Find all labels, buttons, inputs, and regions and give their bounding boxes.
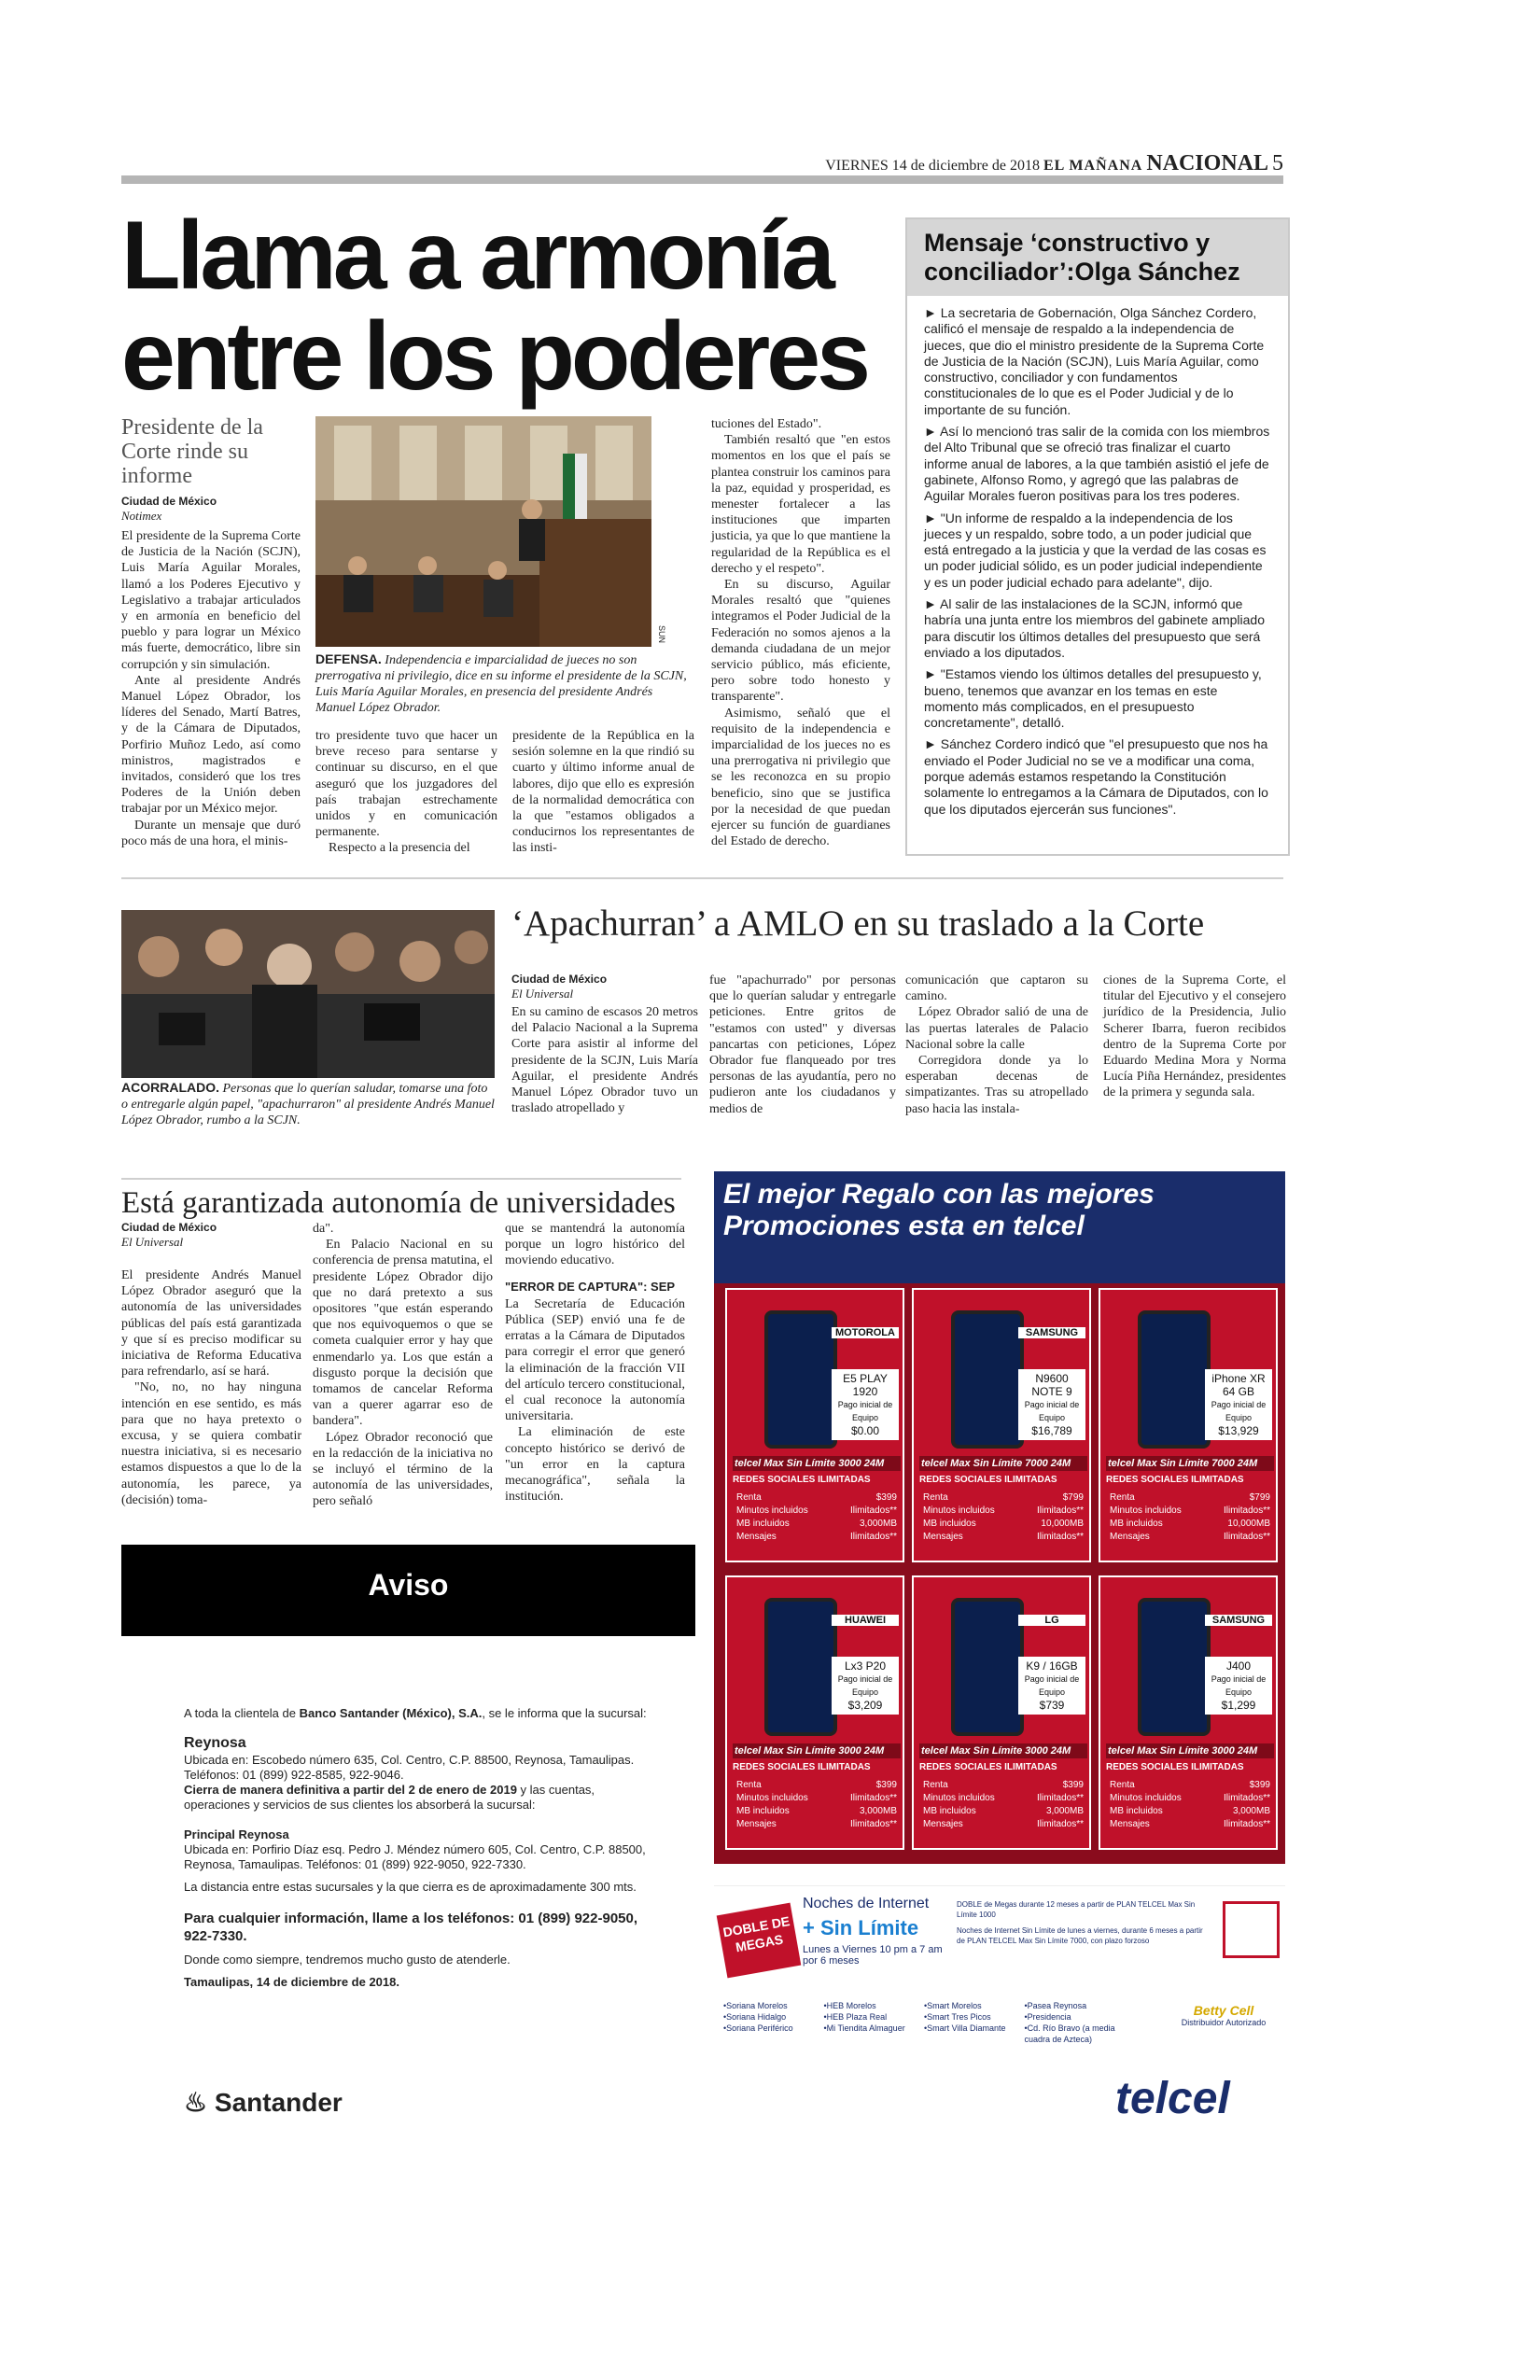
store-item: •Smart Morelos [924,2001,982,2010]
article3-col2 [313,1221,493,1510]
article2-col3 [905,973,1088,1117]
byline-location: Ciudad de México [121,495,217,508]
social-label: REDES SOCIALES ILIMITADAS [733,1762,871,1772]
paragraph: tuciones del Estado". [711,417,822,431]
plan-name: telcel Max Sin Límite 3000 24M [733,1456,901,1471]
social-label: REDES SOCIALES ILIMITADAS [1106,1762,1244,1772]
ad2-badge: DOBLE DE MEGAS [717,1903,802,1979]
header-rule [121,175,1283,184]
phone-brand: MOTOROLA [832,1327,899,1338]
row-renta: Renta $399 [736,1492,897,1503]
sidebar-item: ► Sánchez Cordero indicó que "el presupuesto que nos ha enviado el Poder Judicial no se ve a modificar una coma, porque además estamos respetando la Constitución solamente lo entregamos a la Cámara de Diputados, con lo que los diputados ejercerán sus funciones". [924,736,1268,817]
store-item: •Smart Villa Diamante [924,2023,1006,2033]
paragraph: López Obrador reconoció que en la redacción de la iniciativa no se incluyó el término de la autonomía de las universidades, pero señaló [313,1430,493,1509]
byline-location: Ciudad de México [121,1221,217,1234]
article2-photo [121,910,495,1078]
phone-model: E5 PLAY 1920 Pago inicial de Equipo $0.00 [832,1369,899,1440]
sidebar-item: ► La secretaria de Gobernación, Olga Sánchez Cordero, calificó el mensaje de respaldo a la independencia de jueces, que dio el ministro presidente de la Suprema Corte de Justicia de la Nación (SCJN), Luis María Aguilar, como constructivo, conciliador y con fundamentos constitucionales de lo que es el Poder Judicial y de lo importante de su función. [924,305,1265,417]
phone-model: Lx3 P20 Pago inicial de Equipo $3,209 [832,1657,899,1715]
article1-col2 [315,728,497,857]
ad2-promo: DOBLE de Megas durante 12 meses a partir de PLAN TELCEL Max Sin Límite 1000 Noches de Internet Sin Límite de lunes a viernes, durante 6 meses a partir de PLAN TELCEL Max Sin Límite 7000, con plazo forzoso [957,1900,1203,1945]
paragraph: López Obrador salió de una de las puertas laterales de Palacio Nacional sobre la calle [905,1005,1088,1052]
article2-col4 [1103,973,1286,1101]
paragraph: presidente de la República en la sesión solemne en la que rindió su cuarto y último informe anual de labores, dijo que ello es expresión de la normalidad democrática con la que "estamos obligados a conducirnos los representantes de las insti- [512,729,694,856]
page-number: 5 [1272,151,1283,175]
phone-model: K9 / 16GB Pago inicial de Equipo $739 [1018,1657,1085,1715]
article2-col2 [709,973,896,1117]
headline-line-1: Llama a armonía [121,202,832,310]
santander-logo: ♨ Santander [184,2088,343,2117]
aviso-title: Aviso [368,1568,449,1602]
distributor: Betty Cell Distribuidor Autorizado [1181,2003,1267,2027]
store-item: •HEB Plaza Real [823,2012,888,2022]
article3-headline: Está garantizada autonomía de universidades [121,1178,681,1221]
photo-caption [121,1080,495,1128]
court-session-photo [315,416,651,647]
branch2-address: Ubicada en: Porfirio Díaz esq. Pedro J. Méndez número 605, Col. Centro, C.P. 88500, Reynosa, Tamaulipas. Teléfonos: 01 (899) 922-9050, 922-7330. [184,1842,646,1871]
phone-offer-card [912,1288,1091,1562]
phone-brand: SAMSUNG [1018,1327,1085,1338]
phone-offer-card [1099,1288,1278,1562]
row-mensajes: Mensajes Ilimitados** [923,1532,1084,1542]
sidebar-box [905,217,1290,856]
plan-name: telcel Max Sin Límite 3000 24M [733,1743,901,1758]
plan-name: telcel Max Sin Límite 7000 24M [1106,1456,1274,1471]
store-item: •Mi Tiendita Almaguer [823,2023,905,2033]
aviso-closing: Donde como siempre, tendremos mucho gusto de atenderle. [184,1953,511,1967]
ad2-stores [723,2000,1125,2045]
byline-agency: El Universal [121,1235,184,1249]
byline-agency: Notimex [121,509,162,523]
paragraph: En su camino de escasos 20 metros del Palacio Nacional a la Suprema Corte para asistir al informe del presidente de la SCJN, Luis María Aguilar, el presidente Andrés Manuel López Obrador tuvo un traslado atropellado y [511,1005,698,1116]
row-mensajes: Mensajes Ilimitados** [736,1819,897,1829]
paragraph: También resaltó que "en estos momentos en los que el país se plantea construir los caminos para la paz, equidad y prosperidad, es menester fortalecer a las instituciones que imparten justicia, ya que lo que mantiene la regularidad de la República es el derecho y el respeto". [711,433,890,576]
store-item: •HEB Morelos [823,2001,876,2010]
paragraph: tro presidente tuvo que hacer un breve receso para sentarse y continuar su discurso, en el que aseguró que los juzgadores del país trabajan estrechamente unidos y en comunicación permanente. [315,729,497,840]
article1-col1 [121,495,301,849]
telcel-logo: telcel [1115,2074,1230,2123]
aviso-distance: La distancia entre estas sucursales y la que cierra es de aproximadamente 300 mts. [184,1880,637,1894]
photo-caption [315,651,689,716]
store-item: •Presidencia [1024,2012,1071,2022]
section-name: NACIONAL [1146,151,1268,175]
article3-col1 [121,1221,301,1508]
plan-rows [736,1779,897,1831]
paragraph: Durante un mensaje que duró poco más de una hora, el minis- [121,818,301,848]
phone-icon [1138,1310,1211,1449]
caption-label: ACORRALADO. [121,1080,219,1095]
phone-offer-card [725,1288,904,1562]
plan-rows [736,1491,897,1544]
phone-model: N9600 NOTE 9 Pago inicial de Equipo $16,789 [1018,1369,1085,1440]
paragraph: ciones de la Suprema Corte, el titular del Ejecutivo y el consejero jurídico de la Presidencia, Julio Scherer Ibarra, fueron recibidos dentro de la Suprema Corte por Eduardo Medina Mora y Norma Lucía Piña Hernández, presidentes de la primera y segunda sala. [1103,973,1286,1100]
store-item: •Soriana Periférico [723,2023,793,2033]
phone-icon [951,1598,1024,1736]
ad2-line2: + Sin Límite [803,1916,919,1939]
ad2-line3: Lunes a Viernes 10 pm a 7 am por 6 meses [803,1944,943,1967]
row-renta: Renta $399 [1110,1780,1270,1790]
phone-brand: HUAWEI [832,1615,899,1626]
store-item: •Smart Tres Picos [924,2012,991,2022]
aviso-body [184,1706,660,1997]
sidebar-item: ► Al salir de las instalaciones de la SCJN, informó que habría una junta entre los miembros del gabinete ampliado para discutir los últimos detalles del presupuesto que será enviado a los diputados. [924,596,1266,660]
row-minutos: Minutos incluidos Ilimitados** [1110,1793,1270,1803]
row-mb: MB incluidos 10,000MB [1110,1519,1270,1529]
store-item: •Pasea Reynosa [1024,2001,1087,2010]
paragraph: da". [313,1222,334,1236]
row-mb: MB incluidos 3,000MB [1110,1806,1270,1816]
row-minutos: Minutos incluidos Ilimitados** [923,1793,1084,1803]
paragraph: La eliminación de este concepto histórico se derivó de "un error en la captura mecanográfica", señala la institución. [505,1425,685,1505]
paragraph: El presidente Andrés Manuel López Obrador aseguró que la autonomía de las universidades públicas del país está garantizada y que sí es preciso modificar su iniciativa de Reforma Educativa para refrendarlo, así se hará. [121,1268,301,1379]
plan-name: telcel Max Sin Límite 7000 24M [919,1456,1087,1471]
caption-label: DEFENSA. [315,651,382,666]
row-mb: MB incluidos 3,000MB [736,1519,897,1529]
row-minutos: Minutos incluidos Ilimitados** [1110,1505,1270,1516]
plan-rows [1110,1779,1270,1831]
social-label: REDES SOCIALES ILIMITADAS [919,1762,1057,1772]
row-renta: Renta $399 [736,1780,897,1790]
store-item: •Cd. Río Bravo (a media cuadra de Azteca) [1024,2023,1115,2044]
row-mb: MB incluidos 3,000MB [736,1806,897,1816]
article1-photo [315,416,651,647]
store-item: •Soriana Morelos [723,2001,788,2010]
phone-offer-card [1099,1575,1278,1850]
plan-rows [923,1779,1084,1831]
paragraph: comunicación que captaron su camino. [905,973,1088,1004]
headline-line-2: entre los poderes [121,302,867,411]
plan-name: telcel Max Sin Límite 3000 24M [1106,1743,1274,1758]
row-mb: MB incluidos 3,000MB [923,1806,1084,1816]
paragraph: En Palacio Nacional en su conferencia de prensa matutina, el presidente López Obrador dijo que no dará pretexto a sus opositores "que están esperando que nos equivoquemos o que se cometa cualquier error y hay que enmendarlo ya. Los que están a disgusto porque la decisión que tomamos de cancelar Reforma van a querer agarrar eso de bandera". [313,1238,493,1429]
crowd-photo [121,910,495,1078]
article2-headline: ‘Apachurran’ a AMLO en su traslado a la Corte [511,903,1205,944]
caption-text: Personas que lo querían saludar, tomarse una foto o entregarle algún papel, "apachurraron" al presidente Andrés Manuel López Obrador, rumbo a la SCJN. [121,1082,495,1127]
phone-icon [764,1310,837,1449]
branch2-name: Principal Reynosa [184,1827,289,1841]
byline-location: Ciudad de México [511,973,608,986]
plan-rows [923,1491,1084,1544]
paragraph: Asimismo, señaló que el requisito de la independencia e imparcialidad de los jueces no es una prerrogativa ni privilegio que se les reconozca en su propio beneficio, sino que se justifica por la necesidad de que puedan ejercer su función de guardianes del Estado de derecho. [711,706,890,849]
phone-model: J400 Pago inicial de Equipo $1,299 [1205,1657,1272,1715]
paragraph: Ante al presidente Andrés Manuel López Obrador, los líderes del Senado, Martí Batres, y de la Cámara de Diputados, Porfirio Muñoz Ledo, así como ministros, magistrados e invitados, consideró que los tres Poderes de la Unión deben trabajar por un México mejor. [121,673,301,817]
main-headline [121,202,896,411]
paragraph: Respecto a la presencia del [329,841,470,856]
article1-col4 [711,416,890,849]
paragraph: Corregidora donde ya lo esperaban decenas de simpatizantes. Tras su atropellado paso hacia las instala- [905,1054,1088,1116]
aviso-info: Para cualquier información, llame a los teléfonos: 01 (899) 922-9050, 922-7330. [184,1911,638,1944]
social-label: REDES SOCIALES ILIMITADAS [733,1475,871,1485]
phone-offer-card [725,1575,904,1850]
sidebar-item: ► Así lo mencionó tras salir de la comida con los miembros del Alto Tribunal que se ofreció tras finalizar el cuarto informe anual de labores, a la que también asistió el jefe de gabinete, Alfonso Romo, y agregó que las palabras de Aguilar Morales fueron positivas para los tres poderes. [924,424,1270,504]
paragraph: fue "apachurrado" por personas que lo querían saludar y entregarle peticiones. Entre gritos de "estamos con usted" y diversas pancartas con peticiones, López Obrador fue flanqueado por tres personas de las ayudantía, pero no pudieron ante los ciudadanos y medios de [709,973,896,1116]
plan-name: telcel Max Sin Límite 3000 24M [919,1743,1087,1758]
subdeck: Presidente de la Corte rinde su informe [121,415,263,488]
store-item: •Soriana Hidalgo [723,2012,787,2022]
gift-icon [1223,1901,1280,1958]
row-minutos: Minutos incluidos Ilimitados** [736,1505,897,1516]
aviso-notch [266,1636,695,1662]
row-mensajes: Mensajes Ilimitados** [923,1819,1084,1829]
row-mensajes: Mensajes Ilimitados** [1110,1819,1270,1829]
social-label: REDES SOCIALES ILIMITADAS [919,1475,1057,1485]
photo-credit: SUN [657,625,666,644]
byline-agency: El Universal [511,987,574,1001]
phone-icon [951,1310,1024,1449]
row-mensajes: Mensajes Ilimitados** [1110,1532,1270,1542]
phone-brand: LG [1018,1615,1085,1626]
paragraph: que se mantendrá la autonomía porque un logro histórico del moviendo educativo. [505,1222,685,1268]
row-minutos: Minutos incluidos Ilimitados** [736,1793,897,1803]
branch1-name: Reynosa [184,1735,246,1751]
social-label: REDES SOCIALES ILIMITADAS [1106,1475,1244,1485]
paragraph: La Secretaría de Educación Pública (SEP) envió una fe de erratas a la Cámara de Diputados para corregir el error que generó la eliminación de la fracción VII del artículo tercero constitucional, el cual reconoce la autonomía universitaria. [505,1296,685,1424]
plan-rows [1110,1491,1270,1544]
aviso-intro: A toda la clientela de Banco Santander (México), S.A., se le informa que la sucursal: [184,1706,647,1720]
sidebar-item: ► "Un informe de respaldo a la independencia de los jueces y un respaldo, sobre todo, a un poder judicial que está entregado a la justicia y que la verdad de las cosas es un poder judicial sólido, es un poder judicial independiente y es un poder judicial echado para adelante", dijo. [924,510,1267,590]
paragraph: En su discurso, Aguilar Morales resaltó que "quienes integramos el Poder Judicial de la Federación no somos ajenos a la demanda ciudadana de un mejor servicio público, más eficiente, pero sobre todo honesto y transparente". [711,578,890,705]
sidebar-body [907,296,1288,833]
paragraph: "No, no, no hay ninguna intención en ese sentido, es más para que no haya pretexto o excusa, y se quiera combatir nuestra iniciativa, si es necesario estamos dispuestos a que lo de la autonomía, les parece, ya (decisión) toma- [121,1380,301,1507]
sidebar-title: Mensaje ‘constructivo y conciliador’:Olga Sánchez [907,219,1288,296]
page-header [121,151,1283,175]
article1-col3 [512,728,694,857]
newspaper-name: EL MAÑANA [1043,158,1143,174]
row-renta: Renta $399 [923,1780,1084,1790]
phone-icon [1138,1598,1211,1736]
row-renta: Renta $799 [923,1492,1084,1503]
telcel-ad-2 [714,1885,1285,2171]
ad2-line1: Noches de Internet [803,1896,930,1911]
row-minutos: Minutos incluidos Ilimitados** [923,1505,1084,1516]
telcel-ad [714,1171,1285,1864]
caption-text: Independencia e imparcialidad de jueces no son prerrogativa ni privilegio, dice en su informe el presidente de la SCJN, Luis María Aguilar Morales, en presencia del presidente Andrés Manuel López Obrador. [315,653,687,715]
sidebar-item: ► "Estamos viendo los últimos detalles del presupuesto y, bueno, tenemos que avanzar en los temas en este momento más complicados, en el presupuesto concretamente", detalló. [924,666,1262,731]
section-divider [121,877,1283,879]
phone-brand: SAMSUNG [1205,1615,1272,1626]
phone-icon [764,1598,837,1736]
branch1-close: Cierra de manera definitiva a partir del 2 de enero de 2019 y las cuentas, operaciones y servicios de sus clientes los absorberá la sucursal: [184,1783,595,1812]
ad-title: El mejor Regalo con las mejores Promociones esta en telcel [723,1179,1155,1241]
aviso-date: Tamaulipas, 14 de diciembre de 2018. [184,1975,399,1989]
row-mb: MB incluidos 10,000MB [923,1519,1084,1529]
header-date: VIERNES 14 de diciembre de 2018 [825,158,1040,174]
article3-col3 [505,1221,685,1505]
paragraph: El presidente de la Suprema Corte de Justicia de la Nación (SCJN), Luis María Aguilar Morales, llamó a los Poderes Ejecutivo y Legislativo a trabajar articulados y en armonía en beneficio del pueblo y para lograr un México más fuerte, democrático, libre sin corrupción y sin simulación. [121,529,301,672]
flame-icon: ♨ [184,2088,208,2117]
subhead: "ERROR DE CAPTURA": SEP [505,1279,676,1294]
phone-model: iPhone XR 64 GB Pago inicial de Equipo $13,929 [1205,1369,1272,1440]
row-renta: Renta $799 [1110,1492,1270,1503]
row-mensajes: Mensajes Ilimitados** [736,1532,897,1542]
article2-col1 [511,973,698,1116]
branch1-address: Ubicada en: Escobedo número 635, Col. Centro, C.P. 88500, Reynosa, Tamaulipas. Teléfonos: 01 (899) 922-8585, 922-9046. [184,1753,635,1782]
phone-offer-card [912,1575,1091,1850]
article1-col1-text [121,528,301,849]
